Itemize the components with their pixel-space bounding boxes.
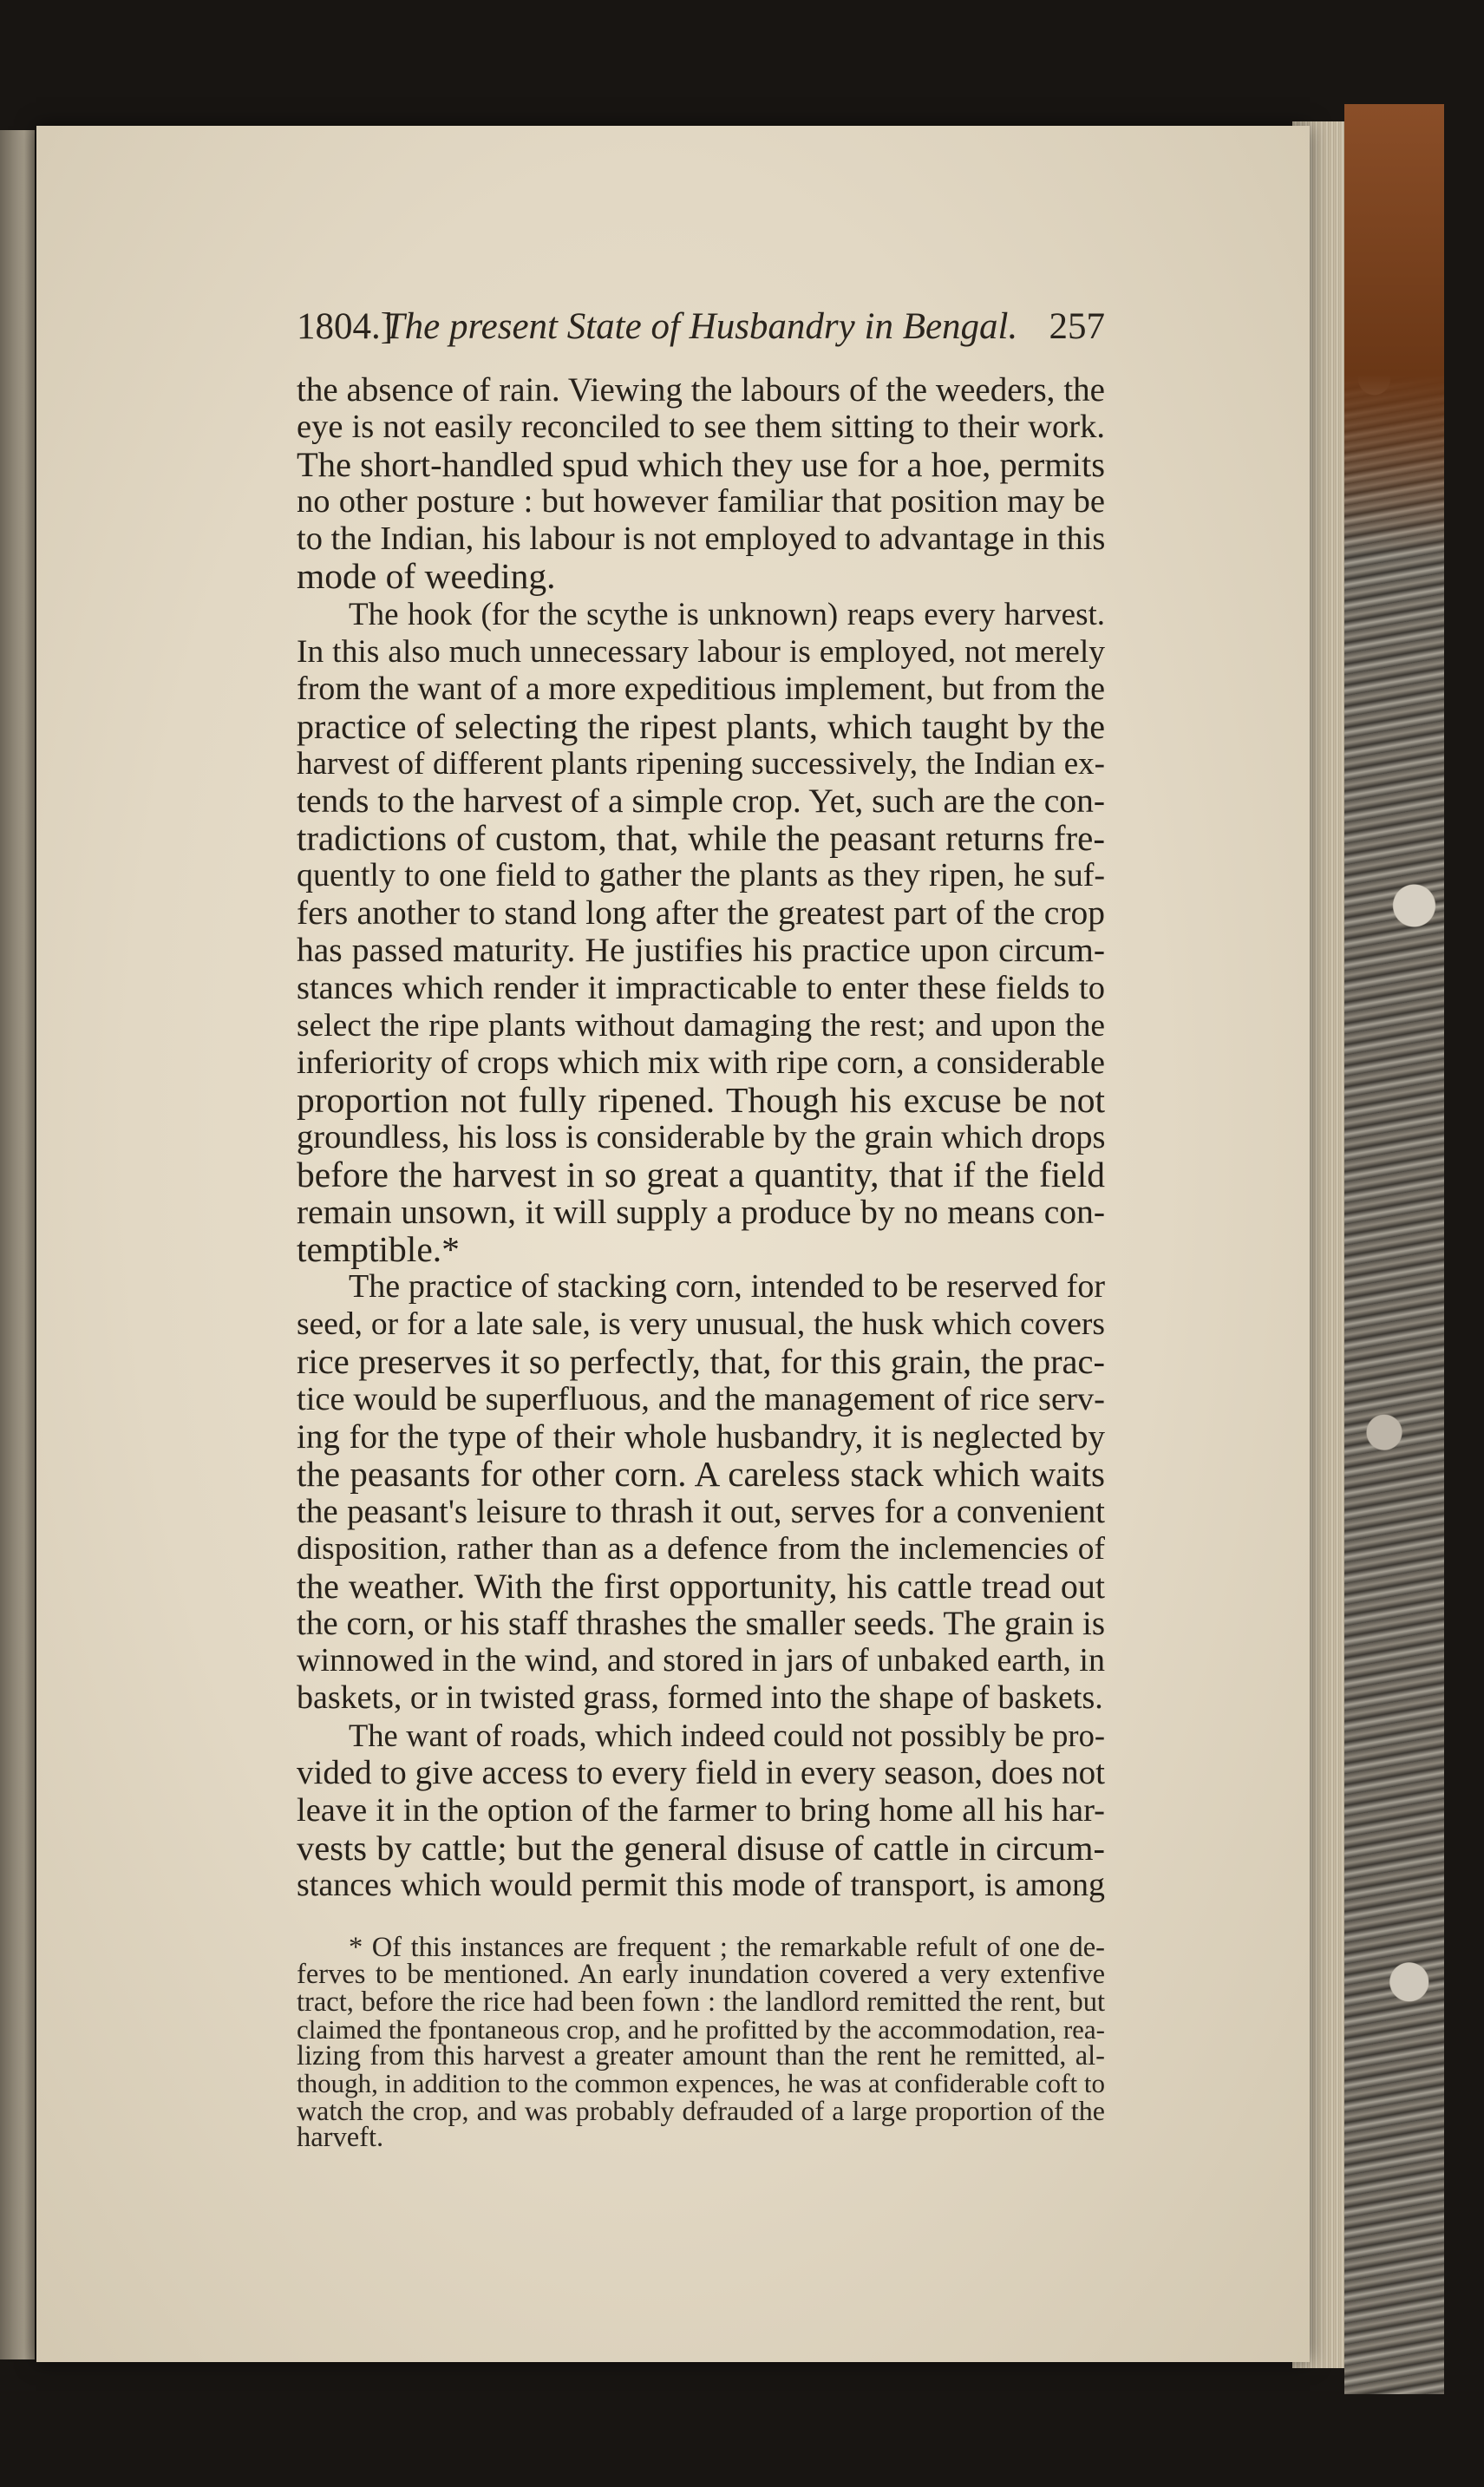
text-line: stances which would permit this mode of transport, is among <box>297 1866 1105 1903</box>
text-line: tice would be superfluous, and the management of rice serv- <box>297 1380 1105 1417</box>
text-line: leave it in the option of the farmer to bring home all his har- <box>297 1791 1105 1829</box>
text-line: from the want of a more expeditious implement, but from the <box>297 670 1105 707</box>
text-line: The want of roads, which indeed could not possibly be pro- <box>349 1718 1105 1754</box>
text-line: vided to give access to every field in every season, does not <box>297 1754 1105 1792</box>
footnote-line: watch the crop, and was probably defrauded of a large proportion of the <box>297 2094 1105 2126</box>
text-line: the peasant's leisure to thrash it out, serves for a convenient <box>297 1492 1105 1530</box>
facing-page-edge <box>0 130 35 2359</box>
text-line: winnowed in the wind, and stored in jars of unbaked earth, in <box>297 1642 1105 1679</box>
leather-corner <box>1344 104 1444 555</box>
footnote-line: tract, before the rice had been fown : the landlord remitted the rent, but <box>297 1986 1105 2018</box>
text-line: groundless, his loss is considerable by the grain which drops <box>297 1118 1106 1155</box>
page-number: 257 <box>1049 306 1105 347</box>
text-line: select the ripe plants without damaging the rest; and upon the <box>297 1007 1105 1044</box>
text-line: proportion not fully ripened. Though his excuse be not <box>297 1079 1105 1120</box>
text-line: rice preserves it so perfectly, that, for this grain, the prac- <box>297 1342 1105 1382</box>
text-line: no other posture : but however familiar that position may be <box>297 483 1105 520</box>
footnote-line: claimed the fpontaneous crop, and he profitted by the accommodation, rea- <box>297 2013 1105 2045</box>
text-line: the peasants for other corn. A careless stack which waits <box>297 1453 1105 1494</box>
body-text <box>297 371 1105 1904</box>
text-line: practice of selecting the ripest plants, which taught by the <box>297 706 1105 746</box>
text-line: eye is not easily reconciled to see them sitting to their work. <box>297 409 1105 446</box>
text-line: quently to one field to gather the plants as they ripen, he suf- <box>297 857 1105 894</box>
footnote-line: lizing from this harvest a greater amount than the rent he remitted, al- <box>297 2040 1105 2072</box>
text-line: mode of weeding. <box>297 556 556 597</box>
footnote-line: though, in addition to the common expences, he was at confiderable coft to <box>297 2068 1105 2099</box>
text-line: The hook (for the scythe is unknown) reaps every harvest. <box>349 596 1105 632</box>
text-line: baskets, or in twisted grass, formed into the shape of baskets. <box>297 1679 1103 1717</box>
text-line: stances which render it impracticable to enter these fields to <box>297 969 1105 1006</box>
text-line: temptible.* <box>297 1229 460 1270</box>
header-title: The present State of Husbandry in Bengal. <box>383 306 1018 347</box>
text-line: ing for the type of their whole husbandry, it is neglected by <box>297 1417 1105 1456</box>
running-header <box>297 305 1105 357</box>
text-line: The short-handled spud which they use for a hoe, permits <box>297 445 1105 485</box>
text-line: the absence of rain. Viewing the labours of the weeders, the <box>297 371 1105 409</box>
text-line: tradictions of custom, that, while the peasant returns fre- <box>297 818 1105 859</box>
text-line: The practice of stacking corn, intended to be reserved for <box>349 1268 1105 1306</box>
text-line: has passed maturity. He justifies his practice upon circum- <box>297 931 1105 970</box>
header-year: 1804.] <box>297 306 394 347</box>
text-line: harvest of different plants ripening successively, the Indian ex- <box>297 745 1105 782</box>
text-line: the corn, or his staff thrashes the smaller seeds. The grain is <box>297 1605 1105 1643</box>
text-line: tends to the harvest of a simple crop. Yet, such are the con- <box>297 782 1105 821</box>
text-line: before the harvest in so great a quantity, that if the field <box>297 1154 1105 1194</box>
footnote-line: harveft. <box>297 2122 384 2154</box>
text-line: vests by cattle; but the general disuse of cattle in circum- <box>297 1828 1105 1868</box>
text-line: In this also much unnecessary labour is employed, not merely <box>297 633 1105 670</box>
footnote-line: * Of this instances are frequent ; the remarkable refult of one de- <box>349 1932 1105 1963</box>
text-line: disposition, rather than as a defence from the inclemencies of <box>297 1530 1105 1567</box>
text-line: the weather. With the first opportunity, his cattle tread out <box>297 1567 1105 1606</box>
text-line: to the Indian, his labour is not employed to advantage in this <box>297 520 1106 558</box>
footnote-line: ferves to be mentioned. An early inundation covered a very extenfive <box>297 1959 1105 1991</box>
text-line: inferiority of crops which mix with ripe corn, a considerable <box>297 1044 1105 1081</box>
text-line: seed, or for a late sale, is very unusual, the husk which covers <box>297 1306 1105 1343</box>
text-line: remain unsown, it will supply a produce by no means con- <box>297 1193 1105 1232</box>
text-line: fers another to stand long after the greatest part of the crop <box>297 893 1105 933</box>
footnote <box>297 1932 1105 2154</box>
